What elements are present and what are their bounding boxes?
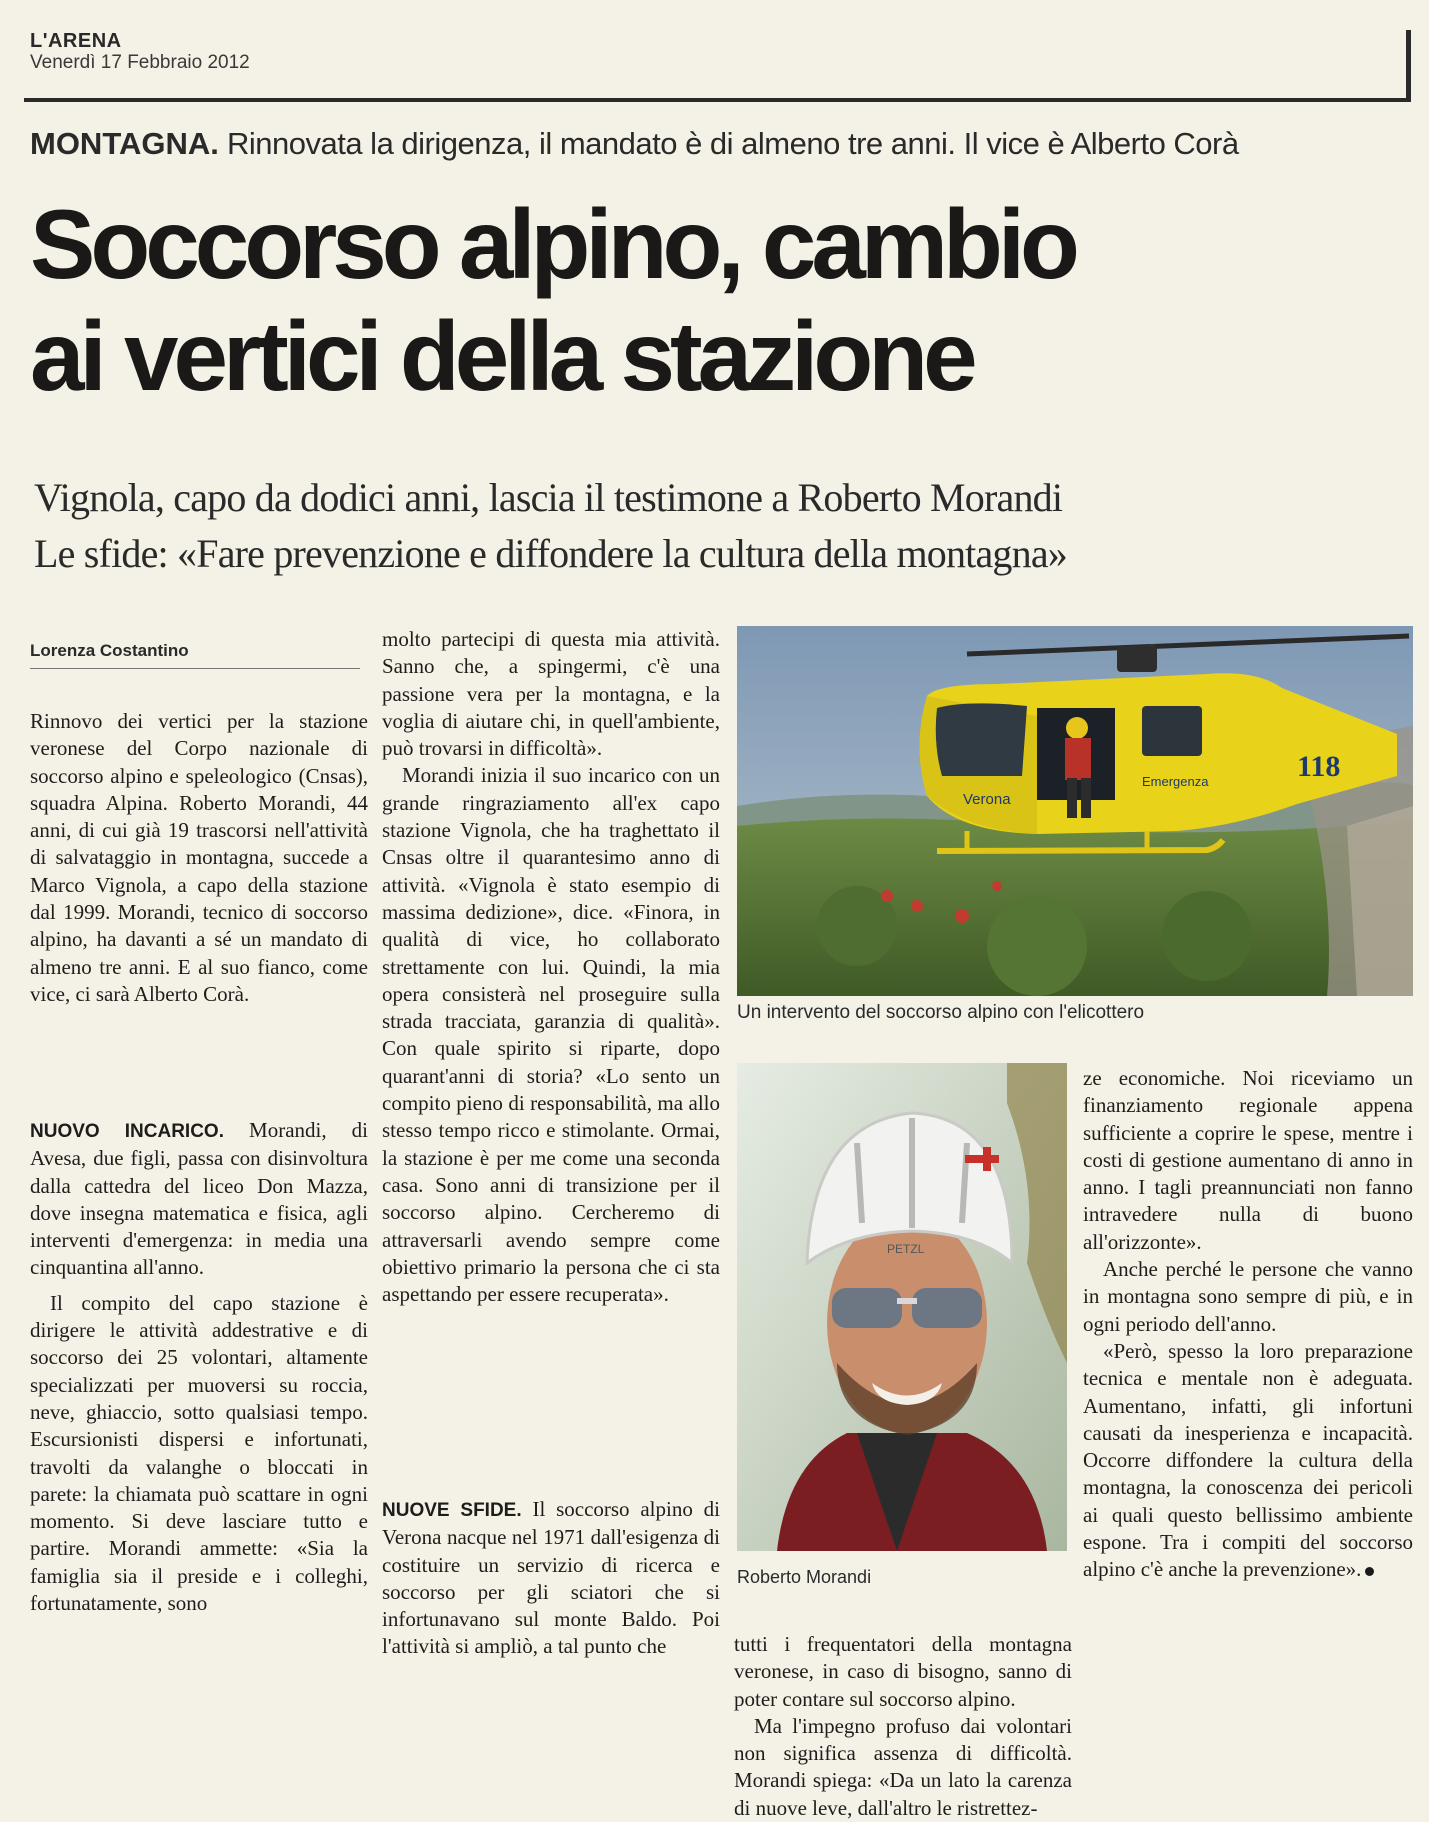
kicker [30,124,1239,164]
paragraph: Il compito del capo stazione è dirigere le attività addestrative e di soccorso dei 25 volontari, altamente specializzati per muoversi su roccia, neve, ghiaccio, sotto qualsiasi tempo. Escursionisti dispersi e infortunati, travolti da valanghe o bloccati in parete: la chiamata può scattare in ogni momento. Si deve lasciare tutto e partire. Morandi ammette: «Sia la famiglia sia il preside e i colleghi, fortunatamente, sono [30,1290,368,1616]
top-rule [24,98,1411,102]
column-4 [1083,1065,1413,1584]
kicker-section: MONTAGNA. [30,126,219,161]
livery-left: Verona [963,791,1011,808]
paragraph: molto partecipi di questa mia attività. Sanno che, a spingermi, c'è una passione vera per la montagna, e la voglia di aiutare chi, in quell'ambiente, può trovarsi in difficoltà». [382,627,720,761]
column-2-body [382,1496,720,1661]
paragraph: Rinnovo dei vertici per la stazione veronese del Corpo nazionale di soccorso alpino e speleologico (Cnsas), squadra Alpina. Roberto Morandi, 44 anni, di cui già 19 trascorsi nell'attività di salvataggio in montagna, succede a Marco Vignola, a capo della stazione dal 1999. Morandi, tecnico di soccorso alpino, ha davanti a sé un mandato di almeno tre anni. E al suo fianco, come vice, ci sarà Alberto Corà. [30,709,368,1006]
column-3 [734,1631,1072,1822]
subheadline [34,470,1067,582]
subheadline-line-1: Vignola, capo da dodici anni, lascia il testimone a Roberto Morandi [34,475,1063,520]
helicopter-caption: Un intervento del soccorso alpino con l'elicottero [737,1002,1145,1023]
headline-line-2: ai vertici della stazione [30,301,973,411]
headline-line-1: Soccorso alpino, cambio [30,189,1075,299]
column-2 [382,626,720,1308]
byline: Lorenza Costantino [30,641,189,660]
paragraph [1083,1338,1413,1584]
livery-right: Emergenza [1142,774,1209,789]
paragraph: ze economiche. Noi riceviamo un finanziamento regionale appena sufficiente a coprire le spese, mentre i costi di gestione aumentano di anno in anno. I tagli preannunciati non fanno intravedere nulla di buono all'orizzonte». [1083,1066,1413,1254]
section-lead: NUOVO INCARICO. [30,1121,224,1142]
tail-number: 118 [1297,750,1341,783]
headline [30,188,1075,412]
paragraph: tutti i frequentatori della montagna veronese, in caso di bisogno, sanno di poter contare sul soccorso alpino. [734,1632,1072,1711]
portrait-caption: Roberto Morandi [737,1567,872,1587]
helicopter-illustration [737,626,1413,996]
paragraph-text: Il soccorso alpino di Verona nacque nel 1971 dall'esigenza di costituire un servizio di ricerca e soccorso per gli sciatori che si infortunavano sul monte Baldo. Poi l'attività si ampliò, a tal punto che [382,1497,720,1659]
kicker-text: Rinnovata la dirigenza, il mandato è di almeno tre anni. Il vice è Alberto Corà [218,126,1239,161]
helmet-brand: PETZL [887,1242,925,1256]
paragraph [382,1496,720,1661]
paragraph-text: «Però, spesso la loro preparazione tecnica e mentale non è adeguata. Aumentano, infatti, gli infortuni causati da inesperienza e incapacità. Occorre diffondere la cultura della montagna, la conoscenza dei pericoli ai quali questo bellissimo ambiente espone. Tra i compiti del soccorso alpino c'è anche la prevenzione». [1083,1338,1413,1582]
byline-rule [30,668,360,669]
paragraph: Morandi inizia il suo incarico con un grande ringraziamento all'ex capo stazione Vignola, che ha traghettato il Cnsas oltre il quarantesimo anno di attività. «Vignola è stato esempio di massima dedizione», dice. «Finora, in qualità di vice, ho collaborato strettamente con lui. Quindi, la mia opera consisterà nel proseguire sulla strada tracciata, garanzia di qualità». Con quale spirito si riparte, dopo quarant'anni di storia? «Lo sento un compito pieno di responsabilità, ma allo stesso tempo ricco e stimolante. Ormai, la stazione è per me come una seconda casa. Sono anni di transizione per il soccorso alpino. Cercheremo di attraversarli avendo sempre come obiettivo primario la persona che ci sta aspettando per essere recuperata». [382,763,720,1307]
column-1-intro [30,708,368,1008]
column-1-body [30,1117,368,1617]
paragraph [30,1117,368,1282]
masthead [30,30,250,74]
helicopter-photo [737,626,1413,996]
right-rule [1406,30,1411,102]
paragraph: Ma l'impegno profuso dai volontari non significa assenza di difficoltà. Morandi spiega: «Da un lato la carenza di nuove leve, dall'altro le ristrettez- [734,1713,1072,1820]
subheadline-line-2: Le sfide: «Fare prevenzione e diffondere la cultura della montagna» [34,531,1067,576]
paragraph: Anche perché le persone che vanno in montagna sono sempre di più, e in ogni periodo dell'anno. [1083,1257,1413,1336]
portrait-photo [737,1063,1067,1551]
issue-date: Venerdì 17 Febbraio 2012 [30,52,250,73]
paragraph-text: Morandi, di Avesa, due figli, passa con disinvoltura dalla cattedra del liceo Don Mazza, dove insegna matematica e fisica, agli interventi d'emergenza: in media una cinquantina all'anno. [30,1118,368,1280]
section-lead: NUOVE SFIDE. [382,1500,522,1521]
newspaper-name: L'ARENA [30,30,122,52]
portrait-illustration [737,1063,1067,1551]
end-mark-icon [1365,1567,1374,1576]
